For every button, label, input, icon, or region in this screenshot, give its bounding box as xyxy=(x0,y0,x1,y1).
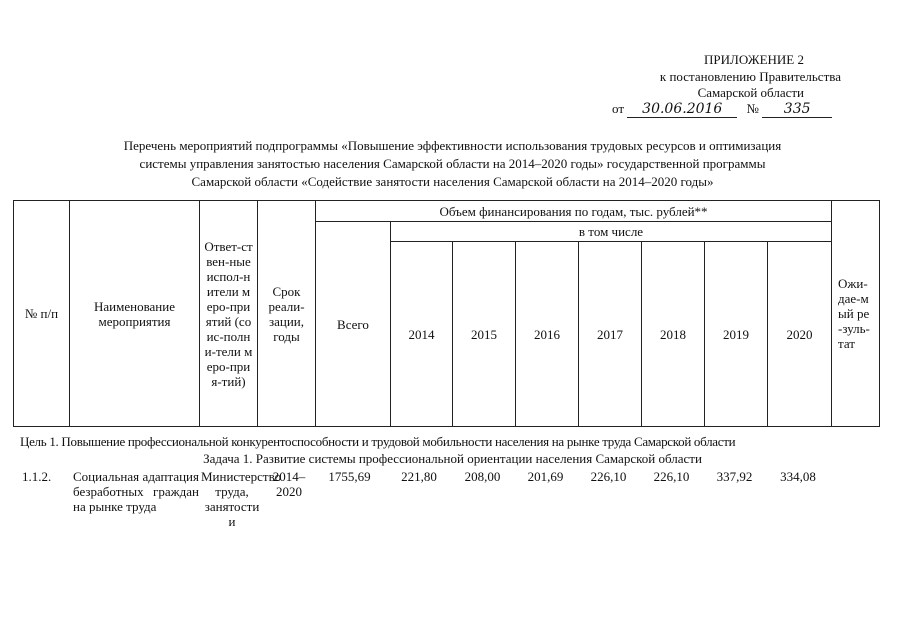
title-line-3: Самарской области «Содействие занятости населения Самарской области на 2014–2020 годы» xyxy=(191,174,714,189)
row-value-2018: 226,10 xyxy=(653,469,690,484)
col-header-funding: Объем финансирования по годам, тыс. рублей** xyxy=(316,201,832,222)
region-line: Самарской области xyxy=(697,85,804,100)
col-header-year: 2019 xyxy=(705,242,768,427)
funding-table-header xyxy=(13,200,880,427)
col-header-year: 2016 xyxy=(516,242,579,427)
col-header-year: 2015 xyxy=(453,242,516,427)
decree-date-line xyxy=(612,101,832,118)
title-line-1: Перечень мероприятий подпрограммы «Повышение эффективности использования трудовых ресурсов и оптимизация xyxy=(123,138,782,153)
row-value-2017: 226,10 xyxy=(590,469,627,484)
col-header-responsible: Ответ-ствен-ные испол-нители меро-приятий (соис-полни-тели меро-прия-тий) xyxy=(200,201,258,427)
row-value-2015: 208,00 xyxy=(464,469,501,484)
col-header-year: 2020 xyxy=(768,242,832,427)
number-label: № xyxy=(746,101,759,116)
from-label: от xyxy=(612,101,625,116)
col-header-total: Всего xyxy=(316,222,391,427)
col-header-name: Наименование мероприятия xyxy=(70,201,200,427)
col-header-no: № п/п xyxy=(14,201,70,427)
appendix-label: ПРИЛОЖЕНИЕ 2 xyxy=(704,52,804,67)
row-responsible: Министерство труда, занятости и xyxy=(201,469,282,529)
decree-line: к постановлению Правительства xyxy=(659,69,841,84)
row-number: 1.1.2. xyxy=(22,469,52,484)
row-term: 2014–2020 xyxy=(272,469,306,499)
col-header-year: 2017 xyxy=(579,242,642,427)
decree-date: 30.06.2016 xyxy=(627,101,737,118)
document-title xyxy=(20,137,885,191)
col-header-including: в том числе xyxy=(391,222,832,242)
col-header-year: 2014 xyxy=(391,242,453,427)
goal-heading: Цель 1. Повышение профессиональной конкурентоспособности и трудовой мобильности населения на рынке труда Самарской области xyxy=(20,434,736,449)
col-header-result: Ожи-дае-мый ре-зуль-тат xyxy=(832,201,880,427)
row-value-2019: 337,92 xyxy=(716,469,753,484)
row-activity-name: Социальная адаптация безработных граждан на рынке труда xyxy=(73,469,199,514)
task-heading: Задача 1. Развитие системы профессиональной ориентации населения Самарской области xyxy=(203,451,702,466)
row-value-2014: 221,80 xyxy=(401,469,437,484)
decree-number: 335 xyxy=(762,101,832,118)
row-value-2016: 201,69 xyxy=(527,469,564,484)
col-header-term: Срок реали-зации, годы xyxy=(258,201,316,427)
title-line-2: системы управления занятостью населения Самарской области на 2014–2020 годы» государственной программы xyxy=(139,156,766,171)
row-value-2020: 334,08 xyxy=(780,469,816,484)
col-header-year: 2018 xyxy=(642,242,705,427)
row-total: 1755,69 xyxy=(328,469,371,484)
